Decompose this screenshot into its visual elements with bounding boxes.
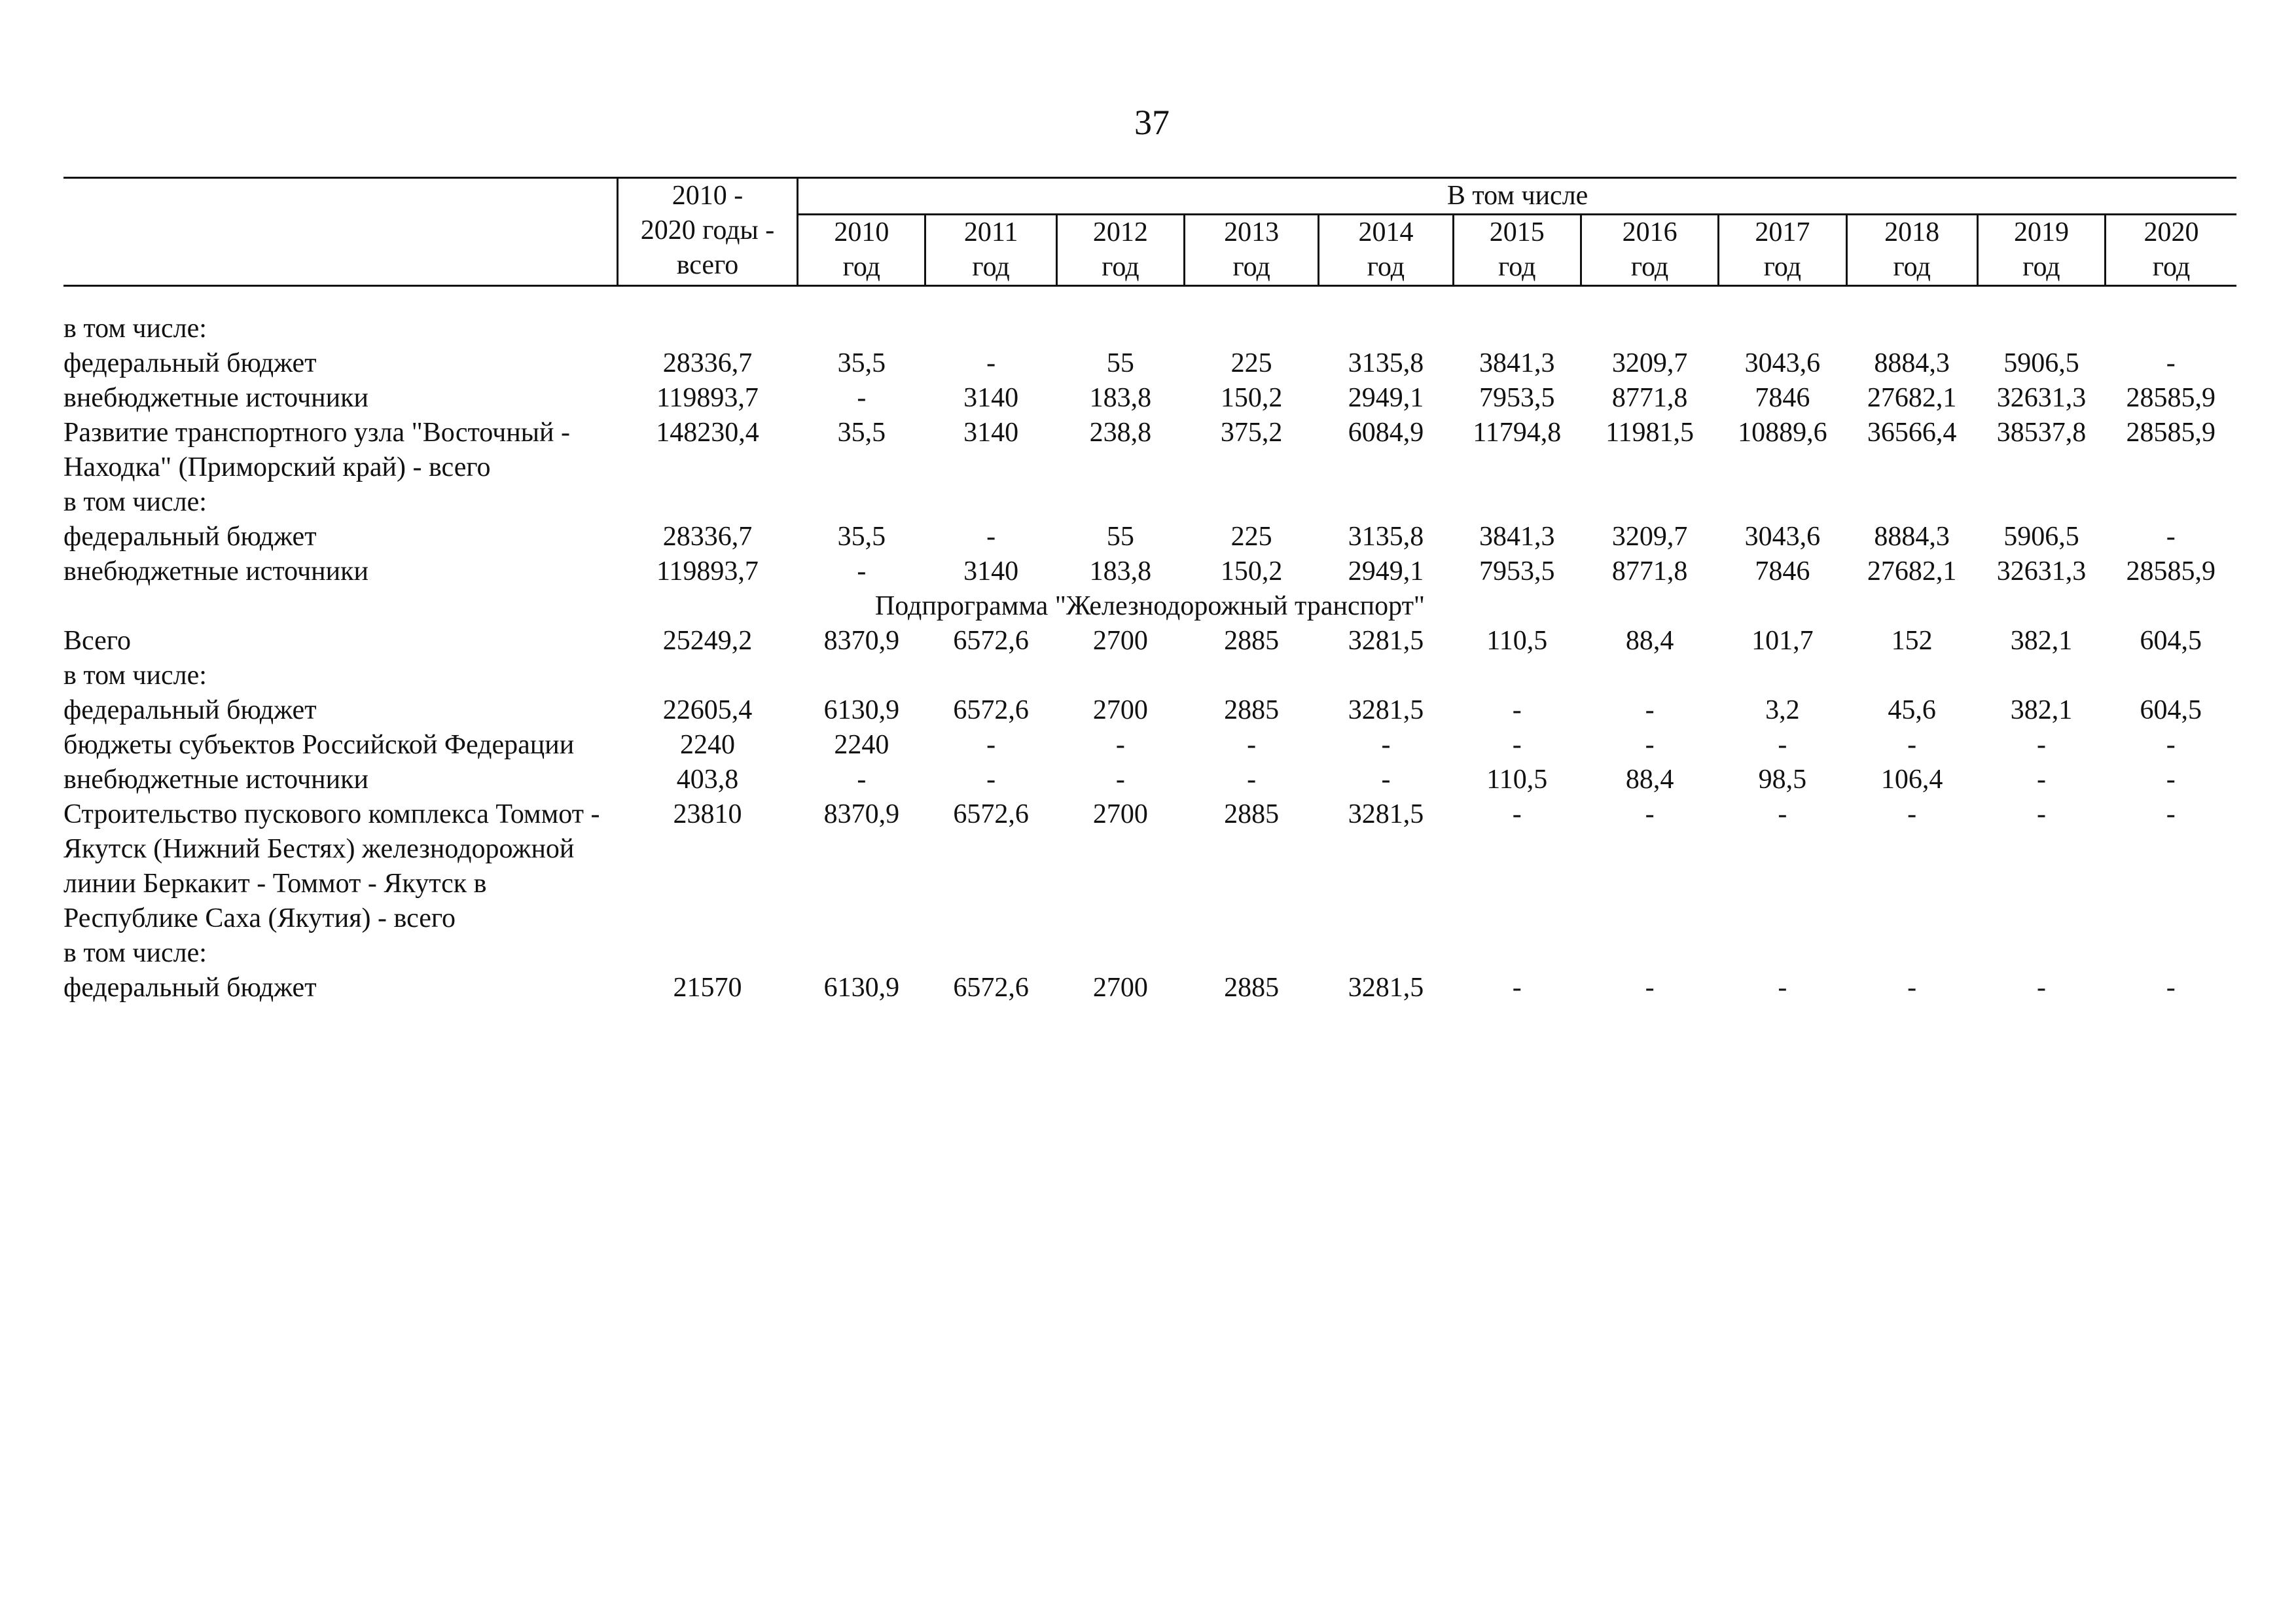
row-label: внебюджетные источники [63, 383, 369, 413]
row-value-2014 [1319, 312, 1453, 346]
header-year-value: 2013 [1224, 217, 1280, 247]
row-value-2012 [1056, 312, 1184, 346]
row-value-2020: - [2166, 522, 2176, 552]
row-value-2017: 3043,6 [1744, 348, 1821, 378]
row-value-2019: 5906,5 [2003, 348, 2079, 378]
row-value-2011 [925, 659, 1056, 693]
row-value-2012: 183,8 [1089, 383, 1152, 413]
row-value-2015: - [1512, 695, 1522, 725]
row-value-2017 [1719, 485, 1846, 520]
row-value-2016: 88,4 [1625, 626, 1674, 656]
row-label: федеральный бюджет [63, 348, 317, 378]
header-label-cell [63, 178, 617, 286]
row-value-2014: 2949,1 [1348, 383, 1424, 413]
row-total: 403,8 [676, 765, 739, 795]
row-value-2011: - [986, 765, 996, 795]
section-heading-row [63, 589, 2236, 624]
row-label: федеральный бюджет [63, 522, 317, 552]
row-value-2015 [1453, 936, 1581, 971]
row-value-2019: 382,1 [2010, 695, 2073, 725]
header-year-2016 [1581, 215, 1718, 286]
row-value-2012: 238,8 [1089, 418, 1152, 448]
row-value-2015: 110,5 [1486, 626, 1548, 656]
row-total [617, 659, 797, 693]
row-value-2016 [1581, 936, 1718, 971]
row-total [617, 485, 797, 520]
row-value-2010: - [857, 765, 867, 795]
row-value-2015: - [1512, 973, 1522, 1003]
row-value-2016: - [1645, 730, 1655, 760]
row-value-2020: - [2166, 973, 2176, 1003]
row-value-2013 [1185, 485, 1319, 520]
row-value-2010: - [857, 556, 867, 586]
row-value-2018: 8884,3 [1874, 522, 1950, 552]
row-value-2011: - [986, 522, 996, 552]
header-year-2012 [1056, 215, 1184, 286]
row-value-2015: 3841,3 [1479, 522, 1555, 552]
row-value-2019: - [2036, 730, 2046, 760]
row-value-2013: - [1247, 765, 1257, 795]
row-value-2018 [1846, 485, 1977, 520]
row-value-2016: 8771,8 [1611, 556, 1688, 586]
header-year-word: год [1630, 252, 1669, 282]
row-value-2013: 150,2 [1220, 383, 1283, 413]
header-gap [63, 286, 2236, 312]
header-including-span: В том числе [798, 178, 2236, 215]
header-year-word: год [1102, 252, 1139, 282]
row-label: Строительство пускового комплекса Томмот - Якутск (Нижний Бестях) железнодорожной линии Беркакит - Томмот - Якутск в Республике Саха (Якутия) - всего [63, 799, 600, 933]
header-year-2019 [1977, 215, 2105, 286]
row-label: в том числе: [63, 487, 207, 517]
row-value-2013: 375,2 [1220, 418, 1283, 448]
row-total: 2240 [679, 730, 735, 760]
row-value-2010: 35,5 [837, 348, 886, 378]
row-value-2018: 27682,1 [1867, 556, 1957, 586]
row-label: в том числе: [63, 938, 207, 968]
row-value-2012: 183,8 [1089, 556, 1152, 586]
page-number: 37 [1134, 103, 1170, 142]
row-value-2015: 11794,8 [1473, 418, 1562, 448]
row-value-2017: - [1778, 973, 1787, 1003]
row-value-2010: 8370,9 [823, 799, 900, 829]
row-value-2016: - [1645, 799, 1655, 829]
row-value-2016: 3209,7 [1611, 348, 1688, 378]
row-value-2015: 7953,5 [1479, 383, 1555, 413]
row-value-2010: 2240 [834, 730, 889, 760]
row-value-2016: 88,4 [1625, 765, 1674, 795]
row-value-2018 [1846, 659, 1977, 693]
row-total: 148230,4 [656, 418, 759, 448]
row-total [617, 312, 797, 346]
row-value-2020 [2106, 312, 2236, 346]
row-value-2019: 38537,8 [1996, 418, 2087, 448]
row-value-2013: 225 [1230, 522, 1272, 552]
row-value-2014: 3281,5 [1348, 799, 1424, 829]
row-total: 28336,7 [662, 522, 753, 552]
row-value-2015: 7953,5 [1479, 556, 1555, 586]
row-total [617, 936, 797, 971]
row-value-2014: 3281,5 [1348, 695, 1424, 725]
row-value-2015 [1453, 659, 1581, 693]
table-row [63, 485, 2236, 520]
table-row [63, 971, 2236, 1005]
row-value-2020: - [2166, 730, 2176, 760]
row-value-2020: - [2166, 765, 2176, 795]
row-value-2016: 11981,5 [1605, 418, 1695, 448]
table-row [63, 381, 2236, 416]
row-value-2019: - [2036, 973, 2046, 1003]
row-value-2014 [1319, 936, 1453, 971]
row-value-2011 [925, 485, 1056, 520]
row-value-2013 [1185, 312, 1319, 346]
header-year-word: год [1367, 252, 1405, 282]
row-value-2018 [1846, 936, 1977, 971]
row-value-2011: 3140 [963, 418, 1019, 448]
row-total: 23810 [673, 799, 742, 829]
row-value-2017 [1719, 936, 1846, 971]
row-total: 119893,7 [656, 556, 759, 586]
row-value-2010: - [857, 383, 867, 413]
row-value-2011: - [986, 348, 996, 378]
row-value-2017: 7846 [1755, 383, 1810, 413]
header-year-value: 2019 [2013, 217, 2069, 247]
row-label: внебюджетные источники [63, 765, 369, 795]
row-value-2013: - [1247, 730, 1257, 760]
header-year-value: 2018 [1884, 217, 1940, 247]
header-year-word: год [1893, 252, 1931, 282]
row-value-2011 [925, 936, 1056, 971]
row-value-2014: 3135,8 [1348, 348, 1424, 378]
row-value-2019: 5906,5 [2003, 522, 2079, 552]
row-value-2019 [1977, 485, 2105, 520]
row-value-2015: - [1512, 799, 1522, 829]
row-value-2020 [2106, 659, 2236, 693]
row-label: бюджеты субъектов Российской Федерации [63, 730, 575, 760]
row-value-2019 [1977, 936, 2105, 971]
row-value-2012: 2700 [1092, 695, 1148, 725]
header-year-value: 2011 [963, 217, 1018, 247]
header-year-2014 [1319, 215, 1453, 286]
row-value-2016: - [1645, 973, 1655, 1003]
row-value-2012: 2700 [1092, 626, 1148, 656]
row-label: Всего [63, 626, 131, 656]
row-value-2010: 35,5 [837, 418, 886, 448]
row-total: 21570 [673, 973, 742, 1003]
row-value-2015: - [1512, 730, 1522, 760]
header-year-2015 [1453, 215, 1581, 286]
row-value-2019: 32631,3 [1996, 556, 2087, 586]
row-total: 28336,7 [662, 348, 753, 378]
row-value-2012 [1056, 659, 1184, 693]
table-row [63, 520, 2236, 554]
row-value-2013: 150,2 [1220, 556, 1283, 586]
row-value-2017: - [1778, 799, 1787, 829]
row-value-2018 [1846, 312, 1977, 346]
row-total: 25249,2 [662, 626, 753, 656]
row-value-2015 [1453, 485, 1581, 520]
table-row [63, 936, 2236, 971]
row-label: федеральный бюджет [63, 695, 317, 725]
row-value-2020 [2106, 485, 2236, 520]
header-total-line1: 2010 - [672, 181, 744, 211]
header-year-2017 [1719, 215, 1846, 286]
budget-table [63, 177, 2236, 1005]
row-total: 22605,4 [662, 695, 753, 725]
row-value-2013: 225 [1230, 348, 1272, 378]
row-value-2011: 3140 [963, 383, 1019, 413]
row-value-2012: - [1115, 730, 1125, 760]
row-value-2010 [798, 659, 925, 693]
row-value-2014: - [1381, 730, 1391, 760]
row-value-2010 [798, 312, 925, 346]
row-value-2012 [1056, 936, 1184, 971]
row-value-2012: 55 [1106, 348, 1134, 378]
row-value-2017: 7846 [1755, 556, 1810, 586]
header-year-value: 2017 [1755, 217, 1810, 247]
table-row [63, 624, 2236, 659]
row-value-2020: 604,5 [2140, 695, 2202, 725]
table-body [63, 286, 2236, 1006]
row-value-2014: 6084,9 [1348, 418, 1424, 448]
table-row [63, 797, 2236, 936]
row-value-2010: 8370,9 [823, 626, 900, 656]
row-value-2018: 106,4 [1880, 765, 1943, 795]
header-year-value: 2015 [1489, 217, 1545, 247]
header-year-word: год [1763, 252, 1802, 282]
row-value-2010: 6130,9 [823, 973, 900, 1003]
header-year-value: 2014 [1358, 217, 1414, 247]
table-row [63, 554, 2236, 589]
row-value-2011 [925, 312, 1056, 346]
table-row [63, 346, 2236, 381]
header-year-2010 [798, 215, 925, 286]
header-year-2013 [1185, 215, 1319, 286]
row-label: Развитие транспортного узла "Восточный - Находка" (Приморский край) - всего [63, 418, 570, 482]
row-value-2017 [1719, 312, 1846, 346]
row-value-2018: 27682,1 [1867, 383, 1957, 413]
header-total-cell [617, 178, 797, 286]
row-value-2011: 6572,6 [953, 799, 1029, 829]
row-value-2015: 3841,3 [1479, 348, 1555, 378]
row-label: в том числе: [63, 314, 207, 344]
table-row [63, 728, 2236, 763]
table-row [63, 312, 2236, 346]
row-value-2020: 28585,9 [2126, 418, 2216, 448]
row-value-2019: 382,1 [2010, 626, 2073, 656]
header-year-word: год [2022, 252, 2060, 282]
row-value-2012 [1056, 485, 1184, 520]
row-value-2019: - [2036, 799, 2046, 829]
row-value-2018: - [1907, 973, 1917, 1003]
row-label: федеральный бюджет [63, 973, 317, 1003]
row-value-2018: 45,6 [1888, 695, 1936, 725]
row-value-2017: 98,5 [1758, 765, 1807, 795]
row-value-2017: 3043,6 [1744, 522, 1821, 552]
row-value-2014: - [1381, 765, 1391, 795]
row-label: в том числе: [63, 660, 207, 691]
header-total-line3: всего [676, 250, 739, 280]
header-year-word: год [1232, 252, 1270, 282]
row-value-2020 [2106, 936, 2236, 971]
row-value-2012: 55 [1106, 522, 1134, 552]
row-value-2014 [1319, 485, 1453, 520]
row-value-2017: 10889,6 [1738, 418, 1827, 448]
row-value-2014: 3135,8 [1348, 522, 1424, 552]
row-label: внебюджетные источники [63, 556, 369, 586]
row-value-2013 [1185, 936, 1319, 971]
row-value-2012: 2700 [1092, 799, 1148, 829]
row-value-2015: 110,5 [1486, 765, 1548, 795]
header-year-value: 2016 [1622, 217, 1677, 247]
row-value-2018: - [1907, 730, 1917, 760]
row-value-2016: 3209,7 [1611, 522, 1688, 552]
row-value-2014: 3281,5 [1348, 626, 1424, 656]
row-value-2013: 2885 [1224, 973, 1280, 1003]
row-value-2020: - [2166, 348, 2176, 378]
row-value-2018: 8884,3 [1874, 348, 1950, 378]
header-year-word: год [972, 252, 1010, 282]
row-value-2016 [1581, 659, 1718, 693]
row-value-2011: 6572,6 [953, 626, 1029, 656]
row-value-2017 [1719, 659, 1846, 693]
row-value-2016 [1581, 312, 1718, 346]
row-value-2017: 3,2 [1765, 695, 1800, 725]
row-value-2019: 32631,3 [1996, 383, 2087, 413]
row-value-2011: 6572,6 [953, 695, 1029, 725]
row-value-2013: 2885 [1224, 799, 1280, 829]
row-value-2011: 3140 [963, 556, 1019, 586]
header-year-value: 2020 [2144, 217, 2199, 247]
table-row [63, 693, 2236, 728]
header-year-word: год [842, 252, 880, 282]
header-total-line2: 2020 годы - [640, 215, 775, 245]
row-value-2020: 604,5 [2140, 626, 2202, 656]
row-value-2010 [798, 936, 925, 971]
row-value-2018: 152 [1891, 626, 1933, 656]
row-value-2010: 35,5 [837, 522, 886, 552]
row-value-2020: - [2166, 799, 2176, 829]
header-year-2011 [925, 215, 1056, 286]
row-value-2017: - [1778, 730, 1787, 760]
row-value-2011: 6572,6 [953, 973, 1029, 1003]
header-year-value: 2012 [1092, 217, 1148, 247]
row-value-2014: 2949,1 [1348, 556, 1424, 586]
row-value-2016 [1581, 485, 1718, 520]
row-value-2016: - [1645, 695, 1655, 725]
row-value-2020: 28585,9 [2126, 556, 2216, 586]
row-value-2013 [1185, 659, 1319, 693]
row-value-2015 [1453, 312, 1581, 346]
row-value-2010 [798, 485, 925, 520]
row-value-2019 [1977, 659, 2105, 693]
row-value-2017: 101,7 [1751, 626, 1814, 656]
row-value-2013: 2885 [1224, 695, 1280, 725]
row-value-2016: 8771,8 [1611, 383, 1688, 413]
header-year-value: 2010 [834, 217, 889, 247]
header-year-word: год [2152, 252, 2191, 282]
header-year-word: год [1498, 252, 1536, 282]
row-value-2014 [1319, 659, 1453, 693]
row-value-2018: 36566,4 [1867, 418, 1957, 448]
header-year-2018 [1846, 215, 1977, 286]
row-value-2018: - [1907, 799, 1917, 829]
table-row [63, 659, 2236, 693]
row-value-2010: 6130,9 [823, 695, 900, 725]
row-value-2013: 2885 [1224, 626, 1280, 656]
row-value-2020: 28585,9 [2126, 383, 2216, 413]
section-heading: Подпрограмма "Железнодорожный транспорт" [874, 591, 1426, 621]
row-value-2012: - [1115, 765, 1125, 795]
row-value-2011: - [986, 730, 996, 760]
table-row [63, 763, 2236, 797]
row-value-2019 [1977, 312, 2105, 346]
header-year-2020 [2106, 215, 2236, 286]
table-row [63, 416, 2236, 485]
row-value-2019: - [2036, 765, 2046, 795]
row-total: 119893,7 [656, 383, 759, 413]
row-value-2012: 2700 [1092, 973, 1148, 1003]
row-value-2014: 3281,5 [1348, 973, 1424, 1003]
